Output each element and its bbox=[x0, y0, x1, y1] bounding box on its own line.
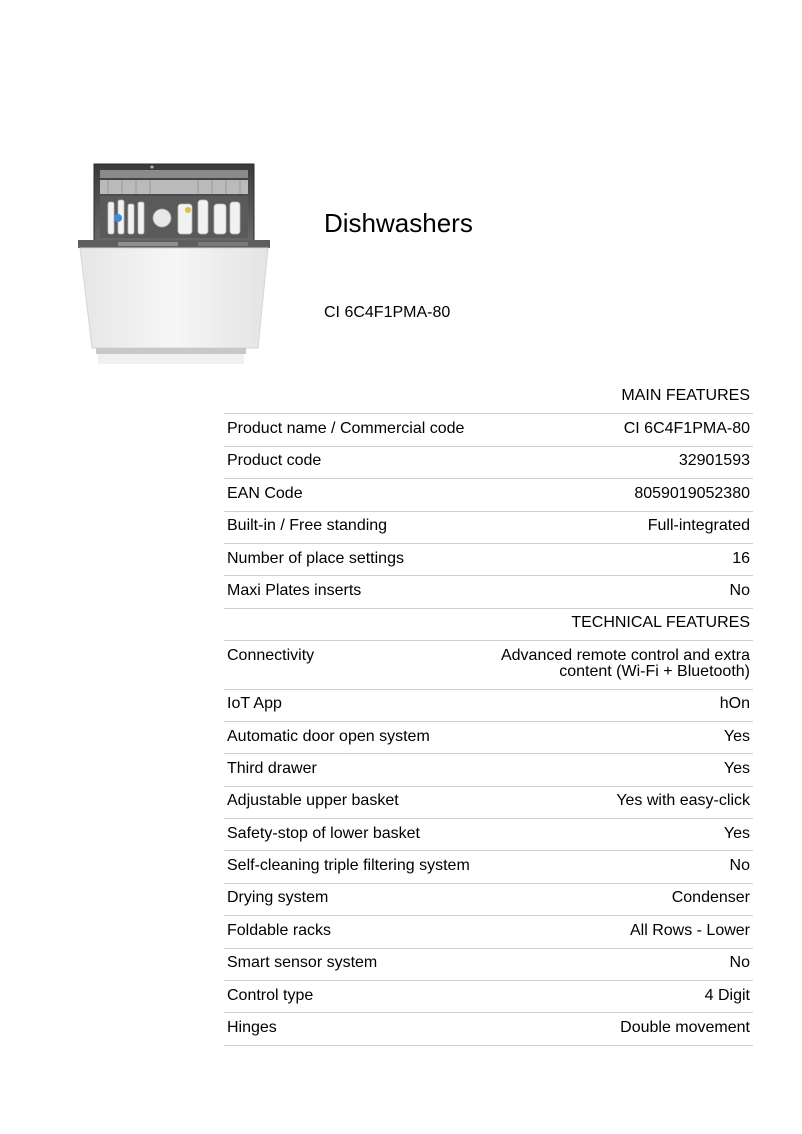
spec-value: Advanced remote control and extra content (Wi-Fi + Bluetooth) bbox=[500, 646, 750, 680]
spec-label: EAN Code bbox=[227, 484, 303, 502]
spec-row bbox=[224, 884, 753, 916]
spec-row bbox=[224, 690, 753, 722]
section-heading-main-features bbox=[224, 382, 753, 414]
spec-value: Full-integrated bbox=[647, 517, 750, 535]
spec-label: Smart sensor system bbox=[227, 954, 378, 972]
spec-value: No bbox=[729, 581, 750, 599]
spec-row bbox=[224, 641, 753, 689]
spec-label: Adjustable upper basket bbox=[227, 792, 399, 810]
spec-row bbox=[224, 851, 753, 883]
spec-label: Third drawer bbox=[227, 759, 317, 777]
spec-label: Self-cleaning triple filtering system bbox=[227, 857, 470, 875]
spec-label: IoT App bbox=[227, 695, 282, 713]
spec-value: CI 6C4F1PMA-80 bbox=[623, 419, 750, 437]
spec-value: 32901593 bbox=[678, 452, 750, 470]
spec-row bbox=[224, 512, 753, 544]
spec-label: Product code bbox=[227, 452, 322, 470]
spec-value: 4 Digit bbox=[704, 986, 750, 1004]
spec-row bbox=[224, 447, 753, 479]
spec-label: Product name / Commercial code bbox=[227, 419, 465, 437]
spec-label: Maxi Plates inserts bbox=[227, 581, 362, 599]
spec-value: No bbox=[729, 857, 750, 875]
spec-row bbox=[224, 722, 753, 754]
page-title: Dishwashers bbox=[324, 208, 473, 238]
spec-value: Yes bbox=[723, 759, 750, 777]
section-heading-technical-features bbox=[224, 609, 753, 641]
spec-row bbox=[224, 754, 753, 786]
spec-label: Drying system bbox=[227, 889, 329, 907]
spec-row bbox=[224, 819, 753, 851]
spec-row bbox=[224, 916, 753, 948]
spec-value: hOn bbox=[719, 695, 750, 713]
spec-row bbox=[224, 479, 753, 511]
spec-value: No bbox=[729, 954, 750, 972]
spec-value: 16 bbox=[732, 549, 750, 567]
spec-value: Yes bbox=[723, 727, 750, 745]
spec-row bbox=[224, 414, 753, 446]
spec-value: Yes bbox=[723, 824, 750, 842]
spec-value: 8059019052380 bbox=[634, 484, 750, 502]
section-heading: TECHNICAL FEATURES bbox=[571, 613, 750, 631]
spec-value: All Rows - Lower bbox=[629, 921, 750, 939]
spec-row bbox=[224, 1013, 753, 1045]
spec-label: Hinges bbox=[227, 1019, 277, 1037]
spec-table bbox=[224, 382, 753, 1046]
spec-label: Built-in / Free standing bbox=[227, 517, 388, 535]
spec-label: Safety-stop of lower basket bbox=[227, 824, 420, 842]
spec-row bbox=[224, 949, 753, 981]
spec-label: Automatic door open system bbox=[227, 727, 430, 745]
model-code: CI 6C4F1PMA-80 bbox=[324, 304, 451, 321]
dishwasher-illustration bbox=[78, 160, 270, 370]
spec-row bbox=[224, 787, 753, 819]
spec-row bbox=[224, 544, 753, 576]
spec-label: Foldable racks bbox=[227, 921, 332, 939]
product-image bbox=[78, 160, 270, 370]
spec-label: Control type bbox=[227, 986, 314, 1004]
spec-value: Condenser bbox=[671, 889, 750, 907]
spec-value: Yes with easy-click bbox=[616, 792, 750, 810]
section-heading: MAIN FEATURES bbox=[621, 387, 750, 404]
spec-label: Connectivity bbox=[227, 646, 315, 664]
spec-value: Double movement bbox=[620, 1019, 750, 1037]
spec-row bbox=[224, 576, 753, 608]
spec-label: Number of place settings bbox=[227, 549, 404, 567]
spec-row bbox=[224, 981, 753, 1013]
